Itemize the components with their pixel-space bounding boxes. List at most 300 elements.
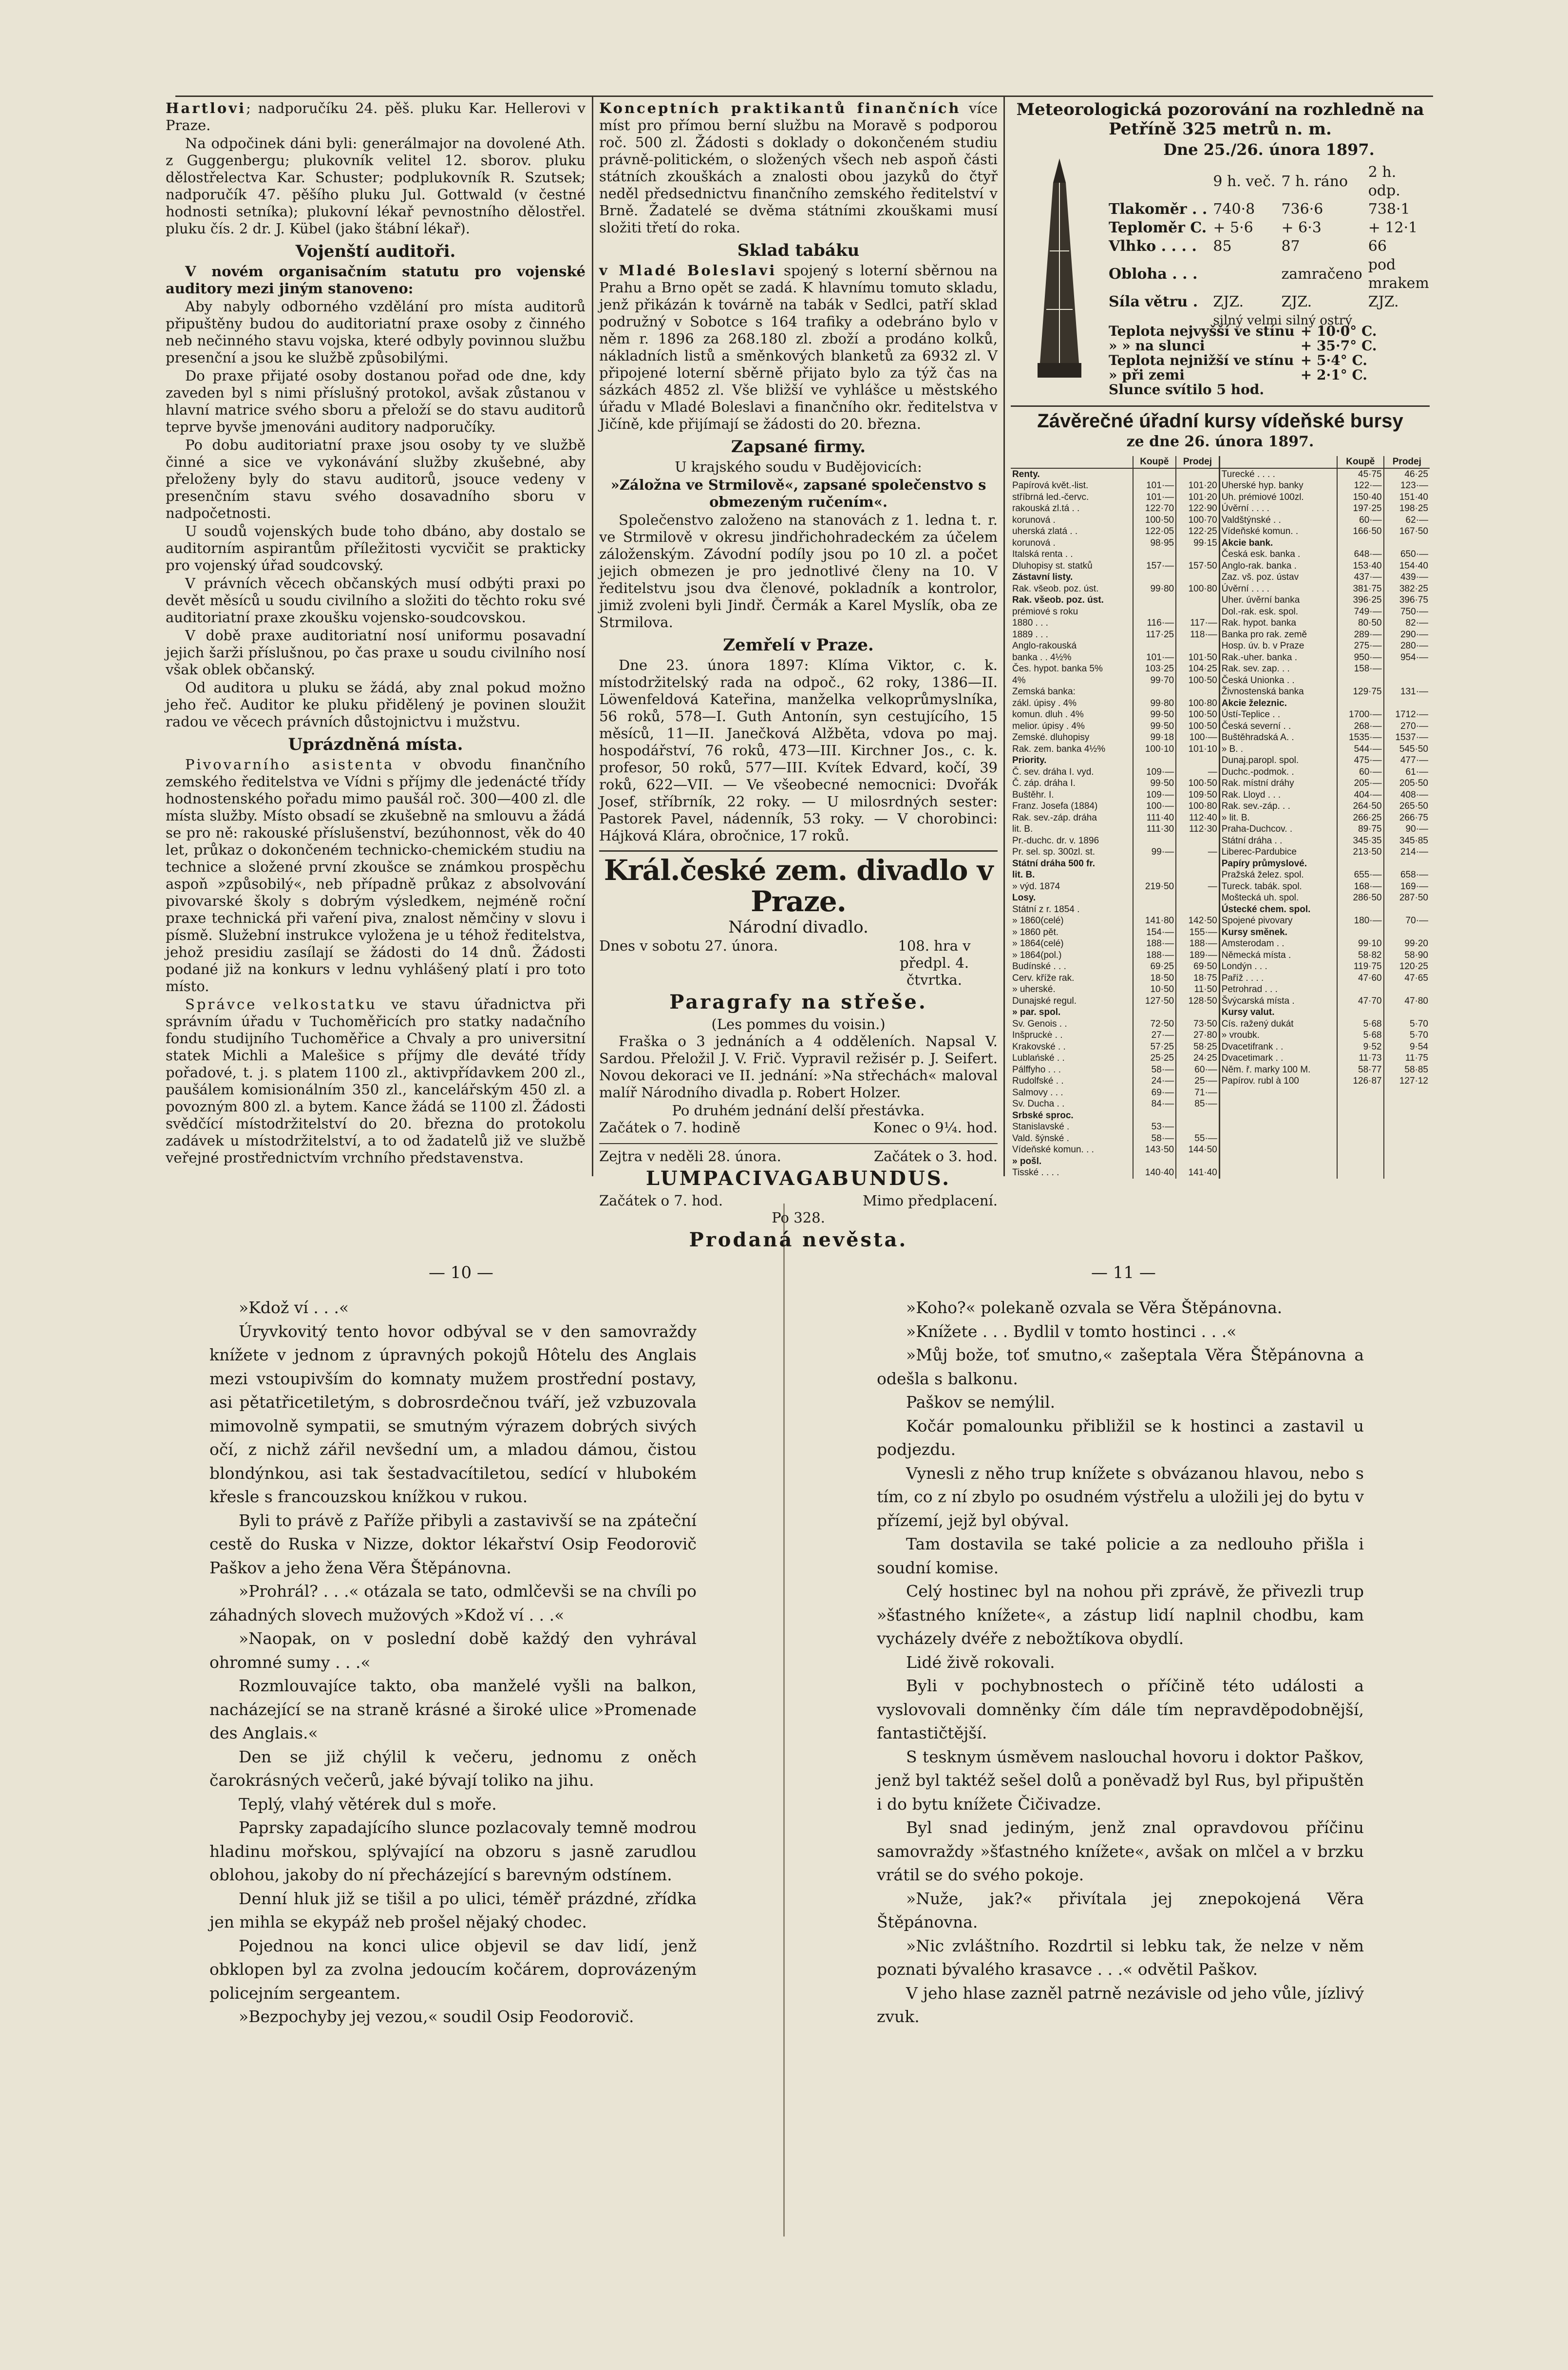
security-name: Kursy směnek. <box>1219 927 1337 938</box>
price: 404·— <box>1337 789 1384 801</box>
bourse-row <box>1011 1144 1430 1156</box>
bourse-row <box>1011 492 1430 503</box>
security-name: Hosp. úv. b. v Praze <box>1219 640 1337 652</box>
story-paragraph: Den se již chýlil k večeru, jednomu z oněch čarokrásných večerů, jaké bývají toliko na jihu. <box>209 1747 697 1790</box>
security-name <box>1219 1098 1337 1110</box>
price <box>1337 537 1384 549</box>
price: 103·25 <box>1133 663 1176 675</box>
security-name: Ústecké chem. spol. <box>1219 904 1337 916</box>
story-paragraph: Úryvkovitý tento hovor odbýval se v den samovraždy knížete v jednom z úpravných pokojů Hôtelu des Anglais mezi vstoupivším do komnaty mužem prostřední postavy, asi pětatřicetiletým, s dobrosrdečnou tváří, jež vzbuzovala mimovolně sympatii, se smutným výrazem dobrých sivých očí, z nichž zářil nevšední um, a mladou dámou, čistou blondýnkou, asi tak šestadvacítiletou, sedící v hlubokém křesle s francouzskou knížkou v rukou. <box>209 1321 697 1506</box>
bourse-row <box>1011 583 1430 595</box>
price: 157·— <box>1133 560 1176 572</box>
price: 47·65 <box>1384 973 1430 984</box>
price: 142·50 <box>1176 915 1219 927</box>
price: 99·20 <box>1384 938 1430 950</box>
security-name: Anglo-rakouská <box>1012 641 1077 651</box>
price: 116·— <box>1133 617 1176 629</box>
cell: ZJZ. <box>1368 293 1399 310</box>
price: 109·— <box>1133 789 1176 801</box>
price: 47·60 <box>1337 973 1384 984</box>
bourse-row <box>1011 686 1430 698</box>
price: 11·75 <box>1384 1052 1430 1064</box>
paragraph: Dne 23. února 1897: Klíma Viktor, c. k. místodržitelský rada na odpoč., 62 roky, 1386—II. Löwenfeldová Kateřina, manželka velkoprůmyslníka, 56 roků, 578—I. Guth Antonín, syn cestujícího, 15 měsíců, 11—II. Janečková Alžběta, vdova po maj. hospodářství, 76 roků, 473—III. Kirchner Jos., c. k. profesor, 50 roků, 577—III. Kvítek Edvard, kočí, 39 roků, 622—VII. — Ve všeobecné nemocnici: Dvořák Josef, stříbrník, 22 roky. — U milosrdných sester: Pastorek Pavel, nádenník, 53 roky. — V chorobinci: Hájková Klára, obročnice, 17 roků. <box>599 657 998 844</box>
price <box>1384 1167 1430 1179</box>
price: 100·50 <box>1176 675 1219 687</box>
col-head: Prodej <box>1176 456 1219 468</box>
price: 266·25 <box>1337 812 1384 824</box>
security-name: Zemská banka: <box>1012 687 1076 697</box>
bourse-row <box>1011 732 1430 744</box>
security-name: Amsterodam . . <box>1219 938 1337 950</box>
price <box>1337 1121 1384 1133</box>
label: » při zemi <box>1109 367 1185 383</box>
paragraph: Od auditora u pluku se žádá, aby znal pokud možno jeho řeč. Auditor ke pluku přidělený je povinen sloužit radou ve věcech právních důstojnictvu i mužstvu. <box>166 679 586 730</box>
play3: Prodaná nevěsta. <box>689 1228 908 1251</box>
price <box>1337 1167 1384 1179</box>
price: 188·— <box>1133 938 1176 950</box>
bourse-row <box>1011 1121 1430 1133</box>
price: 154·40 <box>1384 560 1430 572</box>
label: Teplota nejnižší ve stínu <box>1109 352 1294 368</box>
price: 1535·— <box>1337 732 1384 744</box>
story-paragraph: »Můj bože, toť smutno,« zašeptala Věra Štěpánovna a odešla s balkonu. <box>877 1345 1364 1388</box>
bourse-row <box>1011 606 1430 618</box>
bourse-row <box>1011 858 1430 870</box>
bourse-row <box>1011 1098 1430 1110</box>
security-name <box>1219 1110 1337 1122</box>
price <box>1133 549 1176 560</box>
story-paragraph: »Naopak, on v poslední době každý den vyhrával ohromné sumy . . .« <box>209 1629 697 1672</box>
paragraph: V právních věcech občanských musí odbýti praxi po devět měsíců u soudu civilního a složiti do těchto roku své auditoriatní praxe zkoušku vojensko-soudcovskou. <box>166 575 586 626</box>
security-name: Losy. <box>1012 893 1036 903</box>
price: 73·50 <box>1176 1018 1219 1030</box>
petrin-tower-illustration <box>1008 153 1111 397</box>
text: v obvodu finančního zemského ředitelstva ve Vídni s příjmy dle jedenácté třídy hodnostenského pořadu mimo paušál roč. 300—400 zl. dle místa služby. Místo obsadí se zkušebně na smlouvu a žádá se pro ně: rakouské příslušenství, bezúhonnost, věk do 40 let, průkaz o dokončeném technicko-chemickém studiu na technice a složené první zkoušce se známkou prospěchu aspoň »způsobilý«, neb případně průkaz z absolvování pivovarské školy s dobrým výsledkem, nejméně roční praxe technická při vaření piva, znalost němčiny v slovu i písmě. Služební instrukce vyložena je u téhož ředitelstva, jehož presidiu zasílají se žádosti do 14 dnů. Žádosti podané již na konkurs v lednu vyhlášený platí i pro toto místo. <box>166 756 586 994</box>
price: 11·73 <box>1337 1052 1384 1064</box>
bourse-row <box>1011 549 1430 560</box>
price <box>1176 572 1219 583</box>
heading-auditors: Vojenští auditoři. <box>295 242 456 261</box>
t1-left: Dnes v sobotu 27. února. <box>599 937 778 954</box>
price <box>1384 858 1430 870</box>
security-name: Italská renta . . <box>1012 549 1073 559</box>
security-name: Pálffyho . . . <box>1012 1064 1061 1075</box>
price: 189·— <box>1176 950 1219 961</box>
price: 99·15 <box>1176 537 1219 549</box>
price <box>1133 1110 1176 1122</box>
price <box>1176 1110 1219 1122</box>
story-paragraph: Paprsky zapadajícího slunce pozlacovaly temně modrou hladinu mořskou, splývající na obzoru s jasně zarudlou oblohou, jakoby do ní přecházející s barevným odstínem. <box>209 1818 697 1884</box>
story-paragraph: Kočár pomalounku přibližil se k hostinci a zastavil u podjezdu. <box>877 1416 1364 1459</box>
security-name <box>1219 1121 1337 1133</box>
theater-sub: Národní divadlo. <box>728 917 869 937</box>
price: 141·40 <box>1176 1167 1219 1179</box>
price <box>1176 468 1219 480</box>
bourse-row <box>1011 594 1430 606</box>
price: 150·40 <box>1337 492 1384 503</box>
cell <box>1210 256 1278 293</box>
price: 112·30 <box>1176 823 1219 835</box>
security-name: Duchc.-podmok. . <box>1219 766 1337 778</box>
security-name: melior. úpisy . 4% <box>1012 721 1085 731</box>
label: Slunce svítilo 5 hod. <box>1109 382 1265 398</box>
security-name: Cerv. kříže rak. <box>1012 973 1075 983</box>
security-name: Pražská želez. spol. <box>1219 869 1337 881</box>
story-paragraph: »Knížete . . . Bydlil v tomto hostinci . . .« <box>906 1321 1237 1341</box>
bourse-row <box>1011 1064 1430 1076</box>
text: ; nadporučíku 24. pěš. pluku Kar. Hellerovi v Praze. <box>166 100 586 134</box>
price <box>1384 984 1430 995</box>
price: 475·— <box>1337 755 1384 766</box>
price <box>1384 1098 1430 1110</box>
col-head: 7 h. ráno <box>1281 173 1348 190</box>
security-name: Akcie bank. <box>1219 537 1337 549</box>
security-name: Vídeňské komun. . . <box>1012 1145 1094 1155</box>
price <box>1176 640 1219 652</box>
price: 99·70 <box>1133 675 1176 687</box>
security-name: » výd. 1874 <box>1012 881 1060 892</box>
bourse-row <box>1011 721 1430 732</box>
price: 111·30 <box>1133 823 1176 835</box>
price: 69·25 <box>1133 961 1176 973</box>
emph: Konceptních praktikantů finančních <box>599 100 961 116</box>
story-paragraph: Pojednou na konci ulice objevil se dav lidí, jenž obklopen byl za zvolna jedoucím kočárem, doprovázeným policejním sergeantem. <box>209 1936 697 2003</box>
price: 396·75 <box>1384 594 1430 606</box>
price <box>1384 1156 1430 1167</box>
price: 101·— <box>1133 492 1176 503</box>
price: 396·25 <box>1337 594 1384 606</box>
price: 382·25 <box>1384 583 1430 595</box>
price: 122·90 <box>1176 503 1219 515</box>
price: 98·95 <box>1133 537 1176 549</box>
bourse-row <box>1011 537 1430 549</box>
security-name: » par. spol. <box>1012 1007 1061 1017</box>
price: 5·68 <box>1337 1030 1384 1041</box>
security-name: Živnostenská banka <box>1219 686 1337 698</box>
security-name: Něm. ř. marky 100 M. <box>1219 1064 1337 1076</box>
security-name: Franz. Josefa (1884) <box>1012 801 1098 811</box>
security-name: Inšpruckė . . <box>1012 1030 1063 1040</box>
t3-po: Po 328. <box>772 1209 825 1226</box>
story-paragraph: »Koho?« polekaně ozvala se Věra Štěpánovna. <box>906 1298 1283 1317</box>
cell: 738·1 <box>1368 201 1410 218</box>
price <box>1176 835 1219 847</box>
val <box>1298 382 1380 397</box>
price: 118·— <box>1176 629 1219 641</box>
bourse-row <box>1011 468 1430 480</box>
security-name: Č. sev. dráha I. vyd. <box>1012 766 1094 777</box>
text: ve stavu úřadnictva při správním úřadu v Tuchoměřicích pro statky nadačního fondu studijního Tuchoměřice a Chvaly a pro universitní statek Michli a Malešice s příjmy dle deváté třídy pořadové, t. j. s platem 1100 zl., aktivpřídavkem 200 zl., paušálem komisionálním 350 zl., kancelářským 450 zl. a povozným 800 zl. a bytem. Kance žádá se 1100 zl. Žádosti svědčící místodržitelství do 20. března do protokolu zadávek u místodržitelství, a to od žadatelů již ve službě veřejné prostřednictvím vrchního představenstva. <box>166 996 586 1166</box>
security-name: Anglo-rak. banka . <box>1219 560 1337 572</box>
price: 99·18 <box>1133 732 1176 744</box>
row-label: Tlakoměr . . <box>1109 201 1208 218</box>
security-name: Cís. ražený dukát <box>1219 1018 1337 1030</box>
price: 167·50 <box>1384 526 1430 537</box>
security-name: lit. B. <box>1012 870 1035 880</box>
price: 119·75 <box>1337 961 1384 973</box>
price: 58·85 <box>1384 1064 1430 1076</box>
security-name: Státní dráha 500 fr. <box>1012 858 1096 869</box>
bourse-row <box>1011 1007 1430 1018</box>
price: 61·— <box>1384 766 1430 778</box>
cell: 87 <box>1281 238 1300 255</box>
cell: pod mrakem <box>1368 256 1429 292</box>
security-name: Praha-Duchcov. . <box>1219 823 1337 835</box>
price <box>1337 1098 1384 1110</box>
bourse-row <box>1011 526 1430 537</box>
bourse-row <box>1011 1167 1430 1179</box>
security-name: zákl. úpisy . 4% <box>1012 698 1077 708</box>
price: 89·75 <box>1337 823 1384 835</box>
weather-table <box>1106 163 1432 330</box>
price: 381·75 <box>1337 583 1384 595</box>
security-name: Papíry průmyslové. <box>1219 858 1337 870</box>
price: 264·50 <box>1337 801 1384 812</box>
bourse-date: ze dne 26. února 1897. <box>1126 433 1314 450</box>
price: 99·— <box>1133 846 1176 858</box>
paragraph: V novém organisačním statutu pro vojenské auditory mezi jiným stanoveno: <box>166 263 586 297</box>
bourse-row <box>1011 1041 1430 1053</box>
security-name: Petrohrad . . . <box>1219 984 1337 995</box>
security-name: 1880 . . . <box>1012 618 1048 628</box>
security-name: Státní z r. 1854 . <box>1012 904 1080 915</box>
price <box>1133 835 1176 847</box>
top-rule <box>175 96 1433 97</box>
security-name: Čes. hypot. banka 5% <box>1012 664 1103 674</box>
bourse-row <box>1011 778 1430 789</box>
left-column <box>166 100 586 1167</box>
play2: LUMPACIVAGABUNDUS. <box>645 1167 951 1190</box>
page-number-left: — 10 — <box>429 1263 493 1282</box>
name-hartl: Hartlovi <box>166 100 246 116</box>
price: 100·50 <box>1133 515 1176 526</box>
price: 99·50 <box>1133 778 1176 789</box>
paragraph: U soudů vojenských bude toho dbáno, aby dostalo se auditorním aspirantům příležitosti vycvičit se prakticky pro vojenský úřad soudcovský. <box>166 523 586 573</box>
price: 205·— <box>1337 778 1384 789</box>
security-name: korunová . <box>1012 537 1056 548</box>
val: + 5·4° C. <box>1300 352 1368 368</box>
heading-tobacco: Sklad tabáku <box>737 241 860 260</box>
security-name: » uherské. <box>1012 984 1056 994</box>
price: 80·50 <box>1337 617 1384 629</box>
price <box>1337 927 1384 938</box>
story-paragraph: Teplý, vlahý větérek dul s moře. <box>239 1794 497 1814</box>
paragraph: Společenstvo založeno na stanovách z 1. ledna t. r. ve Strmilově v okresu jindřichohradeckém za účelem záloženským. Závodní podíly jsou po 10 zl. a počet jejich obmezen je pro jednotlivé členy na 10. V ředitelstvu jsou dva členové, pokladník a kontrolor, jimiž zvoleni byli Jindř. Čermák a Karel Myslík, oba ze Strmilova. <box>599 512 998 631</box>
price: 122·05 <box>1133 526 1176 537</box>
bourse-row <box>1011 892 1430 904</box>
paragraph: V době praxe auditoriatní nosí uniformu posavadní jejich šarži příslušnou, po čas praxe u soudu civilního nosí však oblek občanský. <box>166 627 586 678</box>
price: 205·50 <box>1384 778 1430 789</box>
security-name: Tureck. tabák. spol. <box>1219 881 1337 893</box>
price: 71·— <box>1176 1087 1219 1099</box>
price: 151·40 <box>1384 492 1430 503</box>
security-name: Buštěhr. I. <box>1012 789 1054 800</box>
security-name: Valdštýnské . . <box>1219 515 1337 526</box>
security-name: Rak. Lloyd . . . <box>1219 789 1337 801</box>
price: 58·— <box>1133 1133 1176 1145</box>
price: 100·50 <box>1176 778 1219 789</box>
security-name: prémiové s roku <box>1012 606 1078 617</box>
price: 18·75 <box>1176 973 1219 984</box>
price: 58·90 <box>1384 950 1430 961</box>
price: 100·— <box>1133 801 1176 812</box>
price: 158·— <box>1337 663 1384 675</box>
security-name: Úvěrní . . . . <box>1219 583 1337 595</box>
play1: Paragrafy na střeše. <box>669 991 927 1013</box>
security-name: Salmovy . . . <box>1012 1087 1063 1098</box>
bourse-row <box>1011 1087 1430 1099</box>
price: 157·50 <box>1176 560 1219 572</box>
price: 120·25 <box>1384 961 1430 973</box>
bourse-row <box>1011 1030 1430 1041</box>
emph: Správce velkostatku <box>185 996 377 1013</box>
bourse-row <box>1011 1133 1430 1145</box>
story-paragraph: Denní hluk již se tišil a po ulici, téměř prázdné, zřídka jen mihla se ekypáž neb prošel nějaký chodec. <box>209 1889 697 1931</box>
security-name: Spojené pivovary <box>1219 915 1337 927</box>
bourse-title: Závěrečné úřadní kursy vídeňské bursy <box>1037 410 1403 432</box>
security-name: Německá místa . <box>1219 950 1337 961</box>
price: 289·— <box>1337 629 1384 641</box>
story-paragraph: Rozmlouvajíce takto, oba manželé vyšli na balkon, nacházející se na straně krásné a široké ulice »Promenade des Anglais.« <box>209 1676 697 1742</box>
story-paragraph: V jeho hlase zazněl patrně nezávisle od jeho vůle, jízlivý zvuk. <box>877 1983 1364 2026</box>
price: 117·— <box>1176 617 1219 629</box>
price: 57·25 <box>1133 1041 1176 1053</box>
security-name: Papírová květ.-list. <box>1012 480 1089 491</box>
security-name: Renty. <box>1012 469 1040 479</box>
bourse-row <box>1011 652 1430 664</box>
price <box>1384 1133 1430 1145</box>
price: 27·— <box>1133 1030 1176 1041</box>
price: 47·70 <box>1337 995 1384 1007</box>
price: 85·— <box>1176 1098 1219 1110</box>
security-name: Akcie železnic. <box>1219 698 1337 709</box>
bourse-row <box>1011 675 1430 687</box>
price <box>1337 1087 1384 1099</box>
price <box>1337 984 1384 995</box>
price: 198·25 <box>1384 503 1430 515</box>
price: 128·50 <box>1176 995 1219 1007</box>
weather-box <box>1008 100 1432 398</box>
price <box>1133 1156 1176 1167</box>
security-name: Banka pro rak. země <box>1219 629 1337 641</box>
price <box>1176 686 1219 698</box>
bourse-row <box>1011 973 1430 984</box>
security-name: Dol.-rak. esk. spol. <box>1219 606 1337 618</box>
price <box>1176 594 1219 606</box>
cell: 66 <box>1368 238 1387 255</box>
price: 477·— <box>1384 755 1430 766</box>
price <box>1384 1144 1430 1156</box>
bourse-row <box>1011 881 1430 893</box>
story-paragraph: »Bezpochyby jej vezou,« soudil Osip Feodorovič. <box>239 2007 634 2026</box>
bourse-row <box>1011 560 1430 572</box>
price <box>1337 1007 1384 1018</box>
security-name: Česká esk. banka . <box>1219 549 1337 560</box>
t1-right: 108. hra v předpl. 4. čtvrtka. <box>898 937 971 988</box>
price: 168·— <box>1337 881 1384 893</box>
story-paragraph: Celý hostinec byl na nohou při zprávě, že přivezli trup »šťastného knížete«, a zástup lidí naplnil chodbu, kam vycházely dvéře z nebožtíkova obydlí. <box>877 1582 1364 1648</box>
price: 544·— <box>1337 744 1384 755</box>
theater-box <box>599 850 998 1254</box>
bourse-row <box>1011 503 1430 515</box>
bourse-row <box>1011 698 1430 709</box>
price: 214·— <box>1384 846 1430 858</box>
bourse-row <box>1011 755 1430 766</box>
price: 266·75 <box>1384 812 1430 824</box>
row-label: Teploměr C. <box>1109 219 1207 236</box>
price <box>1176 892 1219 904</box>
emph: Pivovarního asistenta <box>185 756 395 773</box>
security-name: Srbské sproc. <box>1012 1110 1074 1121</box>
bourse-row <box>1011 938 1430 950</box>
bourse-row <box>1011 629 1430 641</box>
security-name: rakouská zl.tá . . <box>1012 503 1080 514</box>
paragraph: »Záložna ve Strmilově«, zapsané společenstvo s obmezeným ručením«. <box>610 477 986 510</box>
t2-left: Zejtra v neděli 28. února. <box>599 1148 781 1165</box>
price: 127·50 <box>1133 995 1176 1007</box>
security-name: Česká Unionka . . <box>1219 675 1337 687</box>
security-name: Sv. Ducha . . <box>1012 1099 1065 1109</box>
price: 58·— <box>1133 1064 1176 1076</box>
price: 101·20 <box>1176 492 1219 503</box>
price: 99·50 <box>1133 709 1176 721</box>
security-name: Vídeňské komun. . <box>1219 526 1337 537</box>
bourse-row <box>1011 835 1430 847</box>
price: 1537·— <box>1384 732 1430 744</box>
story-paragraph: Lidé živě rokovali. <box>906 1652 1055 1672</box>
story-paragraph: »Nic zvláštního. Rozdrtil si lebku tak, že nelze v něm poznati bývalého krasavce . . .« odvětil Paškov. <box>877 1936 1364 1979</box>
price <box>1337 1133 1384 1145</box>
price: 131·— <box>1384 686 1430 698</box>
bourse-row <box>1011 846 1430 858</box>
story-paragraph: »Prohrál? . . .« otázala se tato, odmlčevši se na chvíli po záhadných slovech mužových »Kdož ví . . .« <box>209 1582 697 1625</box>
security-name: Česká severní . . <box>1219 721 1337 732</box>
story-paragraph: Vynesli z něho trup knížete s obvázanou hlavou, nebo s tím, co z ní zbylo po osudném výstřelu a uložili jej do bytu v přízemí, jejž byl obýval. <box>877 1463 1364 1530</box>
price: 100·— <box>1176 732 1219 744</box>
security-name: Buštěhradská A. . <box>1219 732 1337 744</box>
price <box>1133 858 1176 870</box>
price: 69·— <box>1133 1087 1176 1099</box>
price: 101·— <box>1133 652 1176 664</box>
t3-left: Začátek o 7. hod. <box>599 1192 723 1209</box>
price: 166·50 <box>1337 526 1384 537</box>
price: 188·— <box>1176 938 1219 950</box>
price: 100·80 <box>1176 801 1219 812</box>
bourse-row <box>1011 480 1430 492</box>
price: 268·— <box>1337 721 1384 732</box>
weather-title: Meteorologická pozorování na rozhledně na Petříně 325 metrů n. m. <box>1016 100 1424 139</box>
price <box>1384 663 1430 675</box>
price: 1700·— <box>1337 709 1384 721</box>
security-name: Úvěrní . . . . <box>1219 503 1337 515</box>
price <box>1337 858 1384 870</box>
bourse-row <box>1011 789 1430 801</box>
security-name: » 1864(celé) <box>1012 938 1064 949</box>
price: 658·— <box>1384 869 1430 881</box>
security-name <box>1219 1133 1337 1145</box>
price <box>1337 1156 1384 1167</box>
story-paragraph: Paškov se nemýlil. <box>906 1393 1056 1412</box>
security-name: Dunajské regul. <box>1012 995 1077 1006</box>
price <box>1337 1144 1384 1156</box>
price: 60·— <box>1176 1064 1219 1076</box>
price <box>1133 606 1176 618</box>
price <box>1384 1007 1430 1018</box>
price <box>1133 468 1176 480</box>
price: 129·75 <box>1337 686 1384 698</box>
price <box>1384 1121 1430 1133</box>
price: 11·50 <box>1176 984 1219 995</box>
